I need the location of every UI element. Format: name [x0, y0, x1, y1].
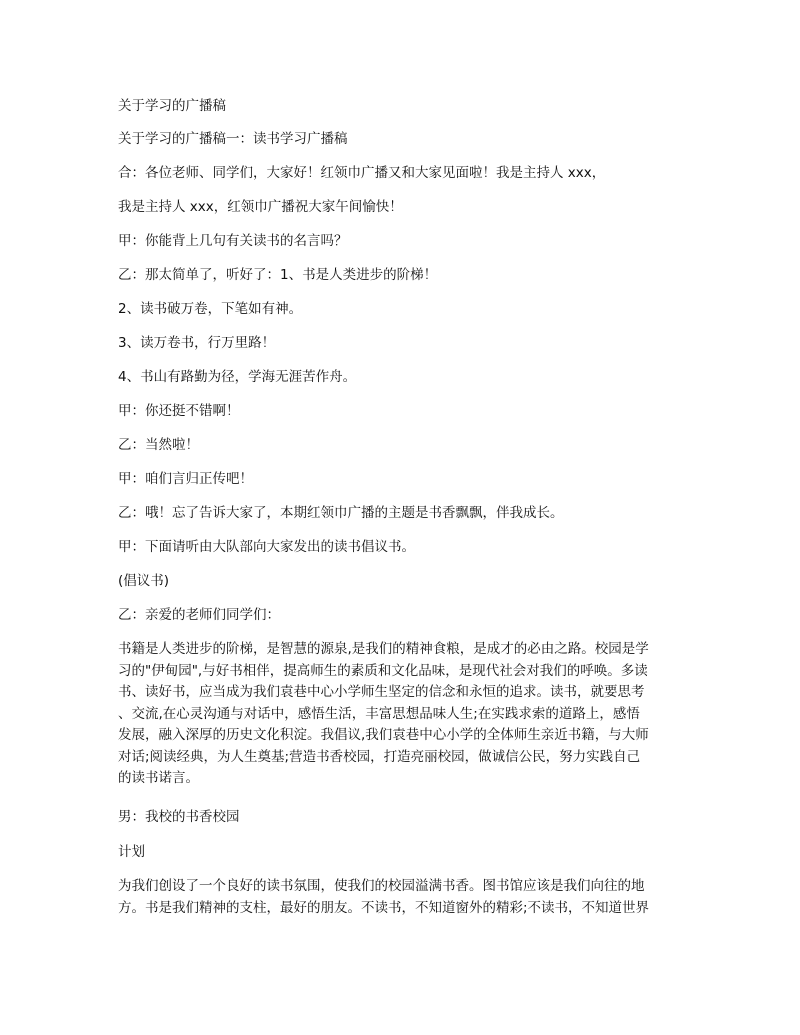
- paragraph-line: 为我们创设了一个良好的读书氛围，使我们的校园溢满书香。图书馆应该是我们向往的地: [118, 878, 645, 894]
- dialogue-line: 乙：那太简单了，听好了：1、书是人类进步的阶梯！: [118, 267, 438, 283]
- paragraph-line: 习的"伊甸园",与好书相伴，提高师生的素质和文化品味，是现代社会对我们的呼唤。多读: [118, 662, 648, 679]
- paragraph-line: 书籍是人类进步的阶梯，是智慧的源泉,是我们的精神食粮，是成才的必由之路。校园是学: [118, 641, 649, 657]
- paragraph-line: 、交流,在心灵沟通与对话中，感悟生活，丰富思想品味人生;在实践求索的道路上，感悟: [118, 705, 640, 722]
- dialogue-line: (倡议书): [118, 573, 170, 589]
- paragraph-line: 对话;阅读经典，为人生奠基;营造书香校园，打造亮丽校园，做诚信公民，努力实践自己: [118, 748, 641, 765]
- paragraph-line: 方。书是我们精神的支柱，最好的朋友。不读书，不知道窗外的精彩;不读书，不知道世界: [118, 899, 650, 916]
- paragraph-line: 书、读好书，应当成为我们袁巷中心小学师生坚定的信念和永恒的追求。读书，就要思考: [118, 684, 645, 700]
- dialogue-line: 甲：你还挺不错啊！: [118, 403, 240, 419]
- dialogue-line: 甲：下面请听由大队部向大家发出的读书倡议书。: [118, 539, 415, 555]
- dialogue-line: 甲：咱们言归正传吧！: [118, 471, 253, 487]
- document-subtitle: 关于学习的广播稿一：读书学习广播稿: [118, 131, 348, 147]
- paragraph-line: 发展，融入深厚的历史文化积淀。我倡议,我们袁巷中心小学的全体师生亲近书籍，与大师: [118, 727, 649, 743]
- paragraph-line: 的读书诺言。: [118, 770, 199, 786]
- section-label: 计划: [118, 844, 145, 860]
- dialogue-line: 3、读万卷书，行万里路！: [118, 335, 276, 351]
- dialogue-line: 2、读书破万卷，下笔如有神。: [118, 301, 303, 317]
- dialogue-line: 4、书山有路勤为径，学海无涯苦作舟。: [118, 369, 357, 385]
- document-title: 关于学习的广播稿: [118, 98, 226, 114]
- dialogue-line: 我是主持人 xxx，红领巾广播祝大家午间愉快！: [118, 199, 403, 215]
- proposal-paragraph: [118, 639, 690, 790]
- dialogue-line: 甲：你能背上几句有关读书的名言吗？: [118, 233, 348, 249]
- dialogue-line: 合：各位老师、同学们，大家好！红领巾广播又和大家见面啦！我是主持人 xxx，: [118, 165, 606, 181]
- dialogue-line: 乙：亲爱的老师们同学们：: [118, 607, 280, 623]
- dialogue-line: 乙：当然啦！: [118, 437, 199, 453]
- dialogue-line: 男：我校的书香校园: [118, 809, 240, 825]
- dialogue-line: 乙：哦！忘了告诉大家了，本期红领巾广播的主题是书香飘飘，伴我成长。: [118, 505, 564, 521]
- closing-paragraph: [118, 876, 690, 919]
